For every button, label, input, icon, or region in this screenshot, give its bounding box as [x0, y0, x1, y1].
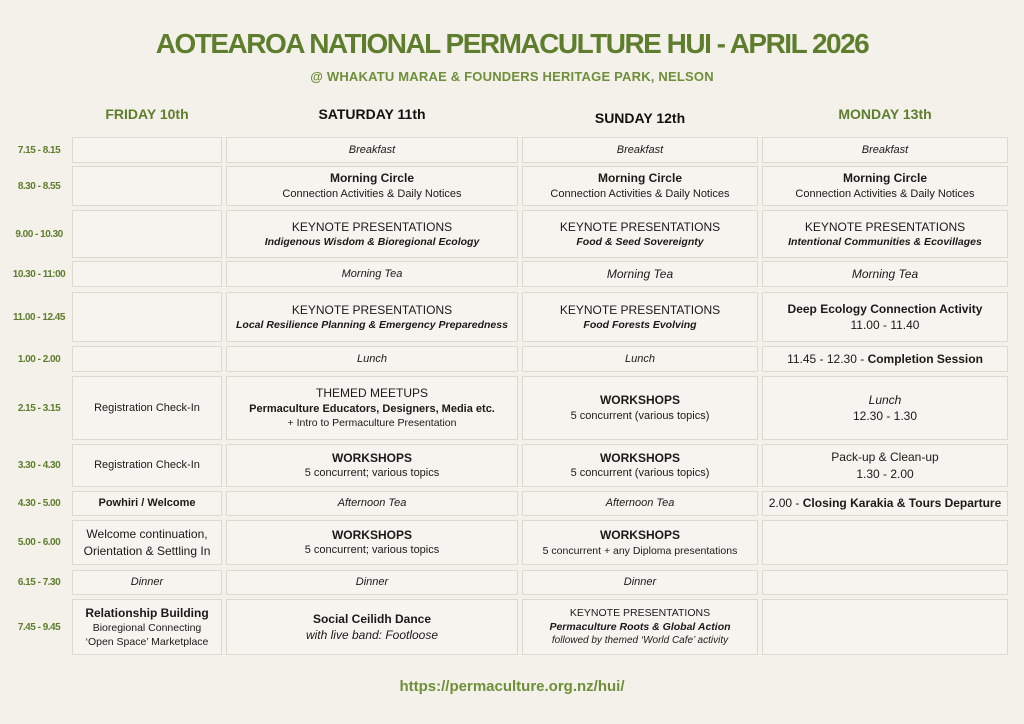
session-title: Closing Karakia & Tours Departure [802, 496, 1002, 511]
session-detail: 12.30 - 1.30 [852, 409, 918, 423]
session-title: Pack-up & Clean-up [831, 450, 939, 465]
session-title: Breakfast [616, 143, 664, 156]
time-slot-label: 7.45 - 9.45 [17, 621, 61, 633]
session-title: Welcome continuation, [86, 527, 208, 542]
schedule-cell-saturday [226, 376, 518, 440]
schedule-cell-sunday [522, 261, 758, 287]
schedule-cell-monday [762, 292, 1008, 342]
session-title: Afternoon Tea [605, 497, 675, 510]
time-slot-label: 1.00 - 2.00 [17, 353, 61, 365]
session-detail: 5 concurrent (various topics) [570, 467, 710, 480]
session-detail: Local Resilience Planning & Emergency Preparedness [236, 319, 508, 331]
schedule-cell-sunday [522, 491, 758, 516]
session-title: KEYNOTE PRESENTATIONS [559, 219, 721, 234]
time-slot-label: 4.30 - 5.00 [17, 498, 61, 509]
schedule-cell-saturday [226, 570, 518, 595]
session-detail: followed by themed ‘World Cafe’ activity [551, 635, 729, 647]
schedule-cell-monday [762, 444, 1008, 487]
schedule-cell-monday [762, 570, 1008, 595]
schedule-cell-sunday [522, 137, 758, 163]
page-title: AOTEAROA NATIONAL PERMACULTURE HUI - APRIL 2026 [155, 28, 869, 59]
session-title: KEYNOTE PRESENTATIONS [569, 607, 711, 620]
schedule-cell-monday [762, 491, 1008, 516]
time-slot-label: 5.00 - 6.00 [17, 537, 61, 548]
schedule-cell-monday [762, 376, 1008, 440]
schedule-cell-sunday [522, 292, 758, 342]
schedule-cell-saturday [226, 444, 518, 487]
session-title: WORKSHOPS [331, 527, 412, 542]
schedule-cell-friday [72, 520, 222, 565]
session-time: 2.00 - [768, 496, 803, 511]
schedule-cell-saturday [226, 599, 518, 655]
schedule-cell-friday [72, 292, 222, 342]
time-slot-label: 10.30 - 11:00 [12, 268, 66, 280]
schedule-cell-monday [762, 346, 1008, 372]
session-title: THEMED MEETUPS [315, 386, 428, 401]
session-title: KEYNOTE PRESENTATIONS [291, 219, 453, 234]
schedule-cell-saturday [226, 491, 518, 516]
schedule-cell-saturday [226, 520, 518, 565]
website-link[interactable]: https://permaculture.org.nz/hui/ [399, 678, 625, 695]
session-detail: 5 concurrent (various topics) [570, 409, 710, 422]
session-title: WORKSHOPS [599, 528, 680, 543]
time-slot-label: 7.15 - 8.15 [17, 144, 61, 156]
schedule-cell-friday [72, 210, 222, 258]
session-detail: Intentional Communities & Ecovillages [788, 236, 982, 248]
schedule-cell-sunday [522, 444, 758, 487]
venue-subtitle: @ WHAKATU MARAE & FOUNDERS HERITAGE PARK, NELSON [310, 69, 714, 84]
schedule-cell-saturday [226, 292, 518, 342]
session-title: Breakfast [861, 143, 909, 156]
schedule-cell-friday [72, 137, 222, 163]
session-title: Morning Circle [842, 171, 927, 186]
session-title: Lunch [625, 352, 655, 365]
session-title: Morning Tea [606, 266, 674, 281]
session-detail: Orientation & Settling In [83, 543, 211, 558]
schedule-cell-saturday [226, 346, 518, 372]
session-detail: Bioregional Connecting [92, 621, 202, 634]
schedule-cell-monday [762, 599, 1008, 655]
schedule-cell-friday [72, 444, 222, 487]
session-detail: Connection Activities & Daily Notices [550, 187, 730, 200]
session-title: Lunch [868, 392, 902, 407]
day-header-saturday: SATURDAY 11th [318, 106, 426, 122]
session-detail: Indigenous Wisdom & Bioregional Ecology [264, 236, 480, 248]
day-header-friday: FRIDAY 10th [105, 106, 189, 122]
session-detail: Permaculture Educators, Designers, Media etc. [249, 402, 495, 415]
session-title: Morning Circle [329, 171, 414, 186]
session-title: WORKSHOPS [331, 450, 412, 465]
session-detail: 5 concurrent + any Diploma presentations [542, 544, 738, 557]
day-header-monday: MONDAY 13th [838, 106, 932, 122]
schedule-cell-saturday [226, 137, 518, 163]
session-detail: 1.30 - 2.00 [856, 466, 914, 481]
session-title: Dinner [355, 576, 389, 589]
schedule-cell-monday [762, 261, 1008, 287]
session-title: Social Ceilidh Dance [312, 611, 432, 626]
schedule-cell-sunday [522, 166, 758, 206]
session-title: KEYNOTE PRESENTATIONS [559, 302, 721, 317]
session-title: Morning Circle [597, 171, 682, 186]
session-title: WORKSHOPS [599, 450, 680, 465]
session-title: Breakfast [348, 143, 396, 156]
session-detail: with live band: Footloose [305, 628, 439, 642]
session-title: Registration Check-In [94, 459, 200, 472]
schedule-cell-monday [762, 166, 1008, 206]
session-detail: Food & Seed Sovereignty [576, 236, 704, 248]
session-title: Morning Tea [851, 266, 919, 281]
session-title: KEYNOTE PRESENTATIONS [804, 219, 966, 234]
time-slot-label: 9.00 - 10.30 [15, 228, 63, 240]
schedule-cell-sunday [522, 210, 758, 258]
session-title: Lunch [357, 352, 387, 365]
session-title: Completion Session [867, 351, 983, 366]
schedule-cell-friday [72, 570, 222, 595]
schedule-cell-sunday [522, 376, 758, 440]
schedule-cell-friday [72, 346, 222, 372]
session-detail: Permaculture Roots & Global Action [549, 621, 731, 634]
session-detail: 5 concurrent; various topics [304, 544, 440, 557]
session-detail: Food Forests Evolving [583, 319, 697, 331]
day-header-sunday: SUNDAY 12th [594, 110, 686, 126]
session-title: Morning Tea [341, 267, 403, 280]
schedule-cell-friday [72, 166, 222, 206]
session-detail: Connection Activities & Daily Notices [795, 187, 975, 200]
schedule-cell-sunday [522, 599, 758, 655]
session-title: Dinner [130, 576, 164, 589]
time-slot-label: 6.15 - 7.30 [17, 577, 61, 588]
session-title: WORKSHOPS [599, 393, 680, 408]
session-line [787, 351, 983, 367]
session-title: KEYNOTE PRESENTATIONS [291, 302, 453, 317]
session-detail: + Intro to Permaculture Presentation [287, 417, 457, 430]
schedule-cell-sunday [522, 346, 758, 372]
session-title: Afternoon Tea [337, 497, 407, 510]
time-slot-label: 3.30 - 4.30 [17, 460, 61, 471]
schedule-cell-saturday [226, 261, 518, 287]
session-detail: Connection Activities & Daily Notices [282, 187, 462, 200]
session-title: Deep Ecology Connection Activity [787, 301, 983, 316]
schedule-cell-saturday [226, 210, 518, 258]
schedule-cell-friday [72, 491, 222, 516]
session-title: Registration Check-In [94, 401, 200, 414]
schedule-cell-monday [762, 210, 1008, 258]
session-title: Relationship Building [85, 605, 209, 620]
schedule-cell-friday [72, 261, 222, 287]
schedule-cell-monday [762, 137, 1008, 163]
schedule-cell-friday [72, 599, 222, 655]
time-slot-label: 2.15 - 3.15 [17, 402, 61, 414]
session-title: Powhiri / Welcome [98, 497, 196, 510]
schedule-cell-sunday [522, 520, 758, 565]
session-detail: ‘Open Space’ Marketplace [85, 636, 209, 649]
session-detail: 11.00 - 11.40 [850, 318, 920, 332]
session-time: 11.45 - 12.30 - [787, 351, 868, 366]
session-line [769, 495, 1002, 511]
time-slot-label: 11.00 - 12.45 [13, 311, 65, 323]
schedule-cell-monday [762, 520, 1008, 565]
time-slot-label: 8.30 - 8.55 [17, 180, 61, 192]
schedule-cell-sunday [522, 570, 758, 595]
schedule-cell-saturday [226, 166, 518, 206]
session-detail: 5 concurrent; various topics [304, 467, 440, 480]
session-title: Dinner [623, 576, 657, 589]
schedule-cell-friday [72, 376, 222, 440]
